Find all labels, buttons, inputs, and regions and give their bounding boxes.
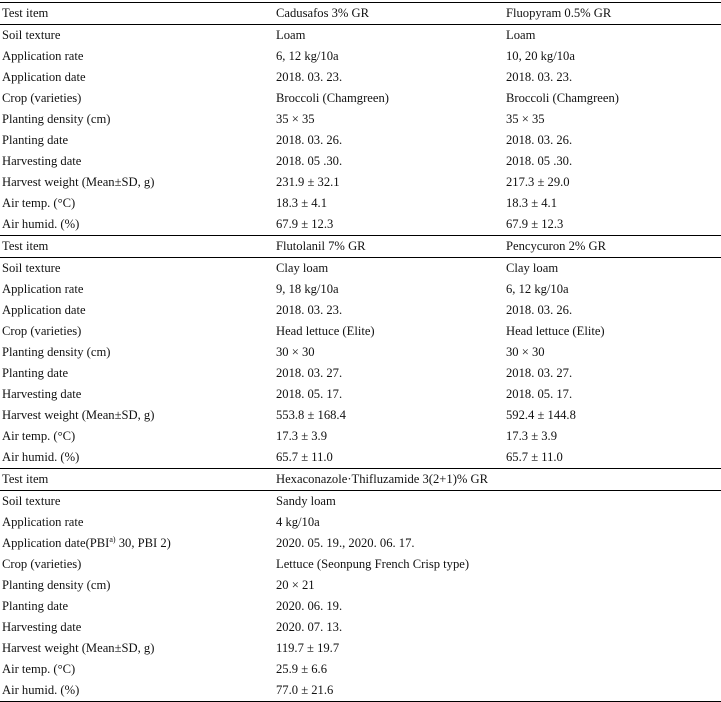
table-cell: 592.4 ± 144.8 xyxy=(506,408,576,423)
table-row xyxy=(0,512,721,533)
table-cell: 2018. 03. 23. xyxy=(276,70,343,85)
table-cell: Clay loam xyxy=(276,261,329,276)
header-cell: Pencycuron 2% GR xyxy=(506,239,607,254)
table-row xyxy=(0,405,721,426)
table-row xyxy=(0,130,721,151)
row-label: Planting density (cm) xyxy=(2,345,111,360)
table-row xyxy=(0,193,721,214)
table-cell: Lettuce (Seonpung French Crisp type) xyxy=(276,557,470,572)
table-row xyxy=(0,384,721,405)
table-cell: Sandy loam xyxy=(276,494,336,509)
table-cell: 17.3 ± 3.9 xyxy=(506,429,557,444)
table-header-row xyxy=(0,469,721,491)
table-cell: 2020. 06. 19. xyxy=(276,599,343,614)
table-row xyxy=(0,258,721,279)
row-label-part: Application date(PBI xyxy=(2,536,110,551)
row-label: Soil texture xyxy=(2,494,61,509)
table-row xyxy=(0,342,721,363)
table-cell: 231.9 ± 32.1 xyxy=(276,175,340,190)
table-cell: 67.9 ± 12.3 xyxy=(276,217,334,232)
row-label: Harvesting date xyxy=(2,154,82,169)
table-cell: 67.9 ± 12.3 xyxy=(506,217,564,232)
row-label: Planting density (cm) xyxy=(2,112,111,127)
row-label: Air humid. (%) xyxy=(2,683,80,698)
row-label: Planting date xyxy=(2,133,69,148)
row-label: Planting date xyxy=(2,366,69,381)
table-cell: 9, 18 kg/10a xyxy=(276,282,339,297)
table-cell: 17.3 ± 3.9 xyxy=(276,429,327,444)
table-cell: 35 × 35 xyxy=(276,112,315,127)
table-row xyxy=(0,533,721,554)
header-cell: Cadusafos 3% GR xyxy=(276,6,370,21)
table-row xyxy=(0,554,721,575)
row-label-part: 30, PBI 2) xyxy=(115,536,171,551)
table-row xyxy=(0,659,721,680)
table-cell: 2018. 05 .30. xyxy=(276,154,343,169)
table-cell: 35 × 35 xyxy=(506,112,545,127)
footnote-marker: a) xyxy=(109,535,116,545)
table-row xyxy=(0,151,721,172)
table-cell: 2018. 03. 27. xyxy=(506,366,573,381)
table-section xyxy=(0,468,721,702)
table-row xyxy=(0,363,721,384)
table-cell: 2018. 05. 17. xyxy=(276,387,343,402)
table-section xyxy=(0,2,721,235)
table-cell: 18.3 ± 4.1 xyxy=(506,196,557,211)
header-cell: Hexaconazole·Thifluzamide 3(2+1)% GR xyxy=(276,472,489,487)
table-row xyxy=(0,575,721,596)
row-label: Application rate xyxy=(2,515,84,530)
row-label: Harvest weight (Mean±SD, g) xyxy=(2,408,155,423)
row-label: Planting density (cm) xyxy=(2,578,111,593)
row-label: Air humid. (%) xyxy=(2,217,80,232)
table-cell: Head lettuce (Elite) xyxy=(276,324,375,339)
table-row xyxy=(0,638,721,659)
row-label: Crop (varieties) xyxy=(2,91,82,106)
table-cell: 2018. 03. 23. xyxy=(276,303,343,318)
table-cell: 65.7 ± 11.0 xyxy=(276,450,333,465)
table-cell: 10, 20 kg/10a xyxy=(506,49,575,64)
table-row xyxy=(0,172,721,193)
table-cell: 217.3 ± 29.0 xyxy=(506,175,570,190)
table-row xyxy=(0,596,721,617)
table-row xyxy=(0,25,721,46)
table-row xyxy=(0,447,721,468)
table-cell: 2018. 03. 26. xyxy=(276,133,343,148)
row-label: Application date xyxy=(2,303,86,318)
header-cell: Flutolanil 7% GR xyxy=(276,239,366,254)
row-label: Harvesting date xyxy=(2,387,82,402)
table-cell: 553.8 ± 168.4 xyxy=(276,408,346,423)
row-label: Application rate xyxy=(2,282,84,297)
table-cell: 2018. 03. 27. xyxy=(276,366,343,381)
row-label: Air temp. (°C) xyxy=(2,196,76,211)
row-label: Air humid. (%) xyxy=(2,450,80,465)
table-header-row xyxy=(0,3,721,25)
table-cell: 2020. 05. 19., 2020. 06. 17. xyxy=(276,536,415,551)
table-row xyxy=(0,88,721,109)
table-row xyxy=(0,300,721,321)
row-label: Soil texture xyxy=(2,28,61,43)
row-label: Soil texture xyxy=(2,261,61,276)
table-row xyxy=(0,214,721,235)
header-cell: Fluopyram 0.5% GR xyxy=(506,6,612,21)
header-cell: Test item xyxy=(2,6,49,21)
table-row xyxy=(0,109,721,130)
table-cell: 2018. 05 .30. xyxy=(506,154,573,169)
table-cell: Head lettuce (Elite) xyxy=(506,324,605,339)
header-cell: Test item xyxy=(2,472,49,487)
table-cell: 2020. 07. 13. xyxy=(276,620,343,635)
row-label: Harvesting date xyxy=(2,620,82,635)
table-cell: 30 × 30 xyxy=(276,345,315,360)
row-label: Application rate xyxy=(2,49,84,64)
table-row xyxy=(0,491,721,512)
table-cell: 2018. 05. 17. xyxy=(506,387,573,402)
row-label: Harvest weight (Mean±SD, g) xyxy=(2,175,155,190)
table-cell: 65.7 ± 11.0 xyxy=(506,450,563,465)
table-row xyxy=(0,279,721,300)
table-section xyxy=(0,235,721,468)
row-label: Air temp. (°C) xyxy=(2,429,76,444)
table-row xyxy=(0,46,721,67)
table-cell: 77.0 ± 21.6 xyxy=(276,683,334,698)
table-cell: 20 × 21 xyxy=(276,578,315,593)
table-cell: Broccoli (Chamgreen) xyxy=(506,91,619,106)
table-cell: Loam xyxy=(276,28,306,43)
table-row xyxy=(0,426,721,447)
header-cell: Test item xyxy=(2,239,49,254)
table-cell: Broccoli (Chamgreen) xyxy=(276,91,389,106)
table-cell: 2018. 03. 23. xyxy=(506,70,573,85)
row-label: Crop (varieties) xyxy=(2,324,82,339)
table-cell: 4 kg/10a xyxy=(276,515,320,530)
table-cell: 119.7 ± 19.7 xyxy=(276,641,340,656)
table-cell: Clay loam xyxy=(506,261,559,276)
row-label xyxy=(0,537,276,550)
row-label: Application date xyxy=(2,70,86,85)
row-label: Crop (varieties) xyxy=(2,557,82,572)
row-label: Air temp. (°C) xyxy=(2,662,76,677)
table-header-row xyxy=(0,236,721,258)
row-label: Harvest weight (Mean±SD, g) xyxy=(2,641,155,656)
table-row xyxy=(0,617,721,638)
table-cell: 6, 12 kg/10a xyxy=(276,49,339,64)
table-cell: 2018. 03. 26. xyxy=(506,133,573,148)
table-cell: Loam xyxy=(506,28,536,43)
table-cell: 2018. 03. 26. xyxy=(506,303,573,318)
table-row xyxy=(0,321,721,342)
table-cell: 18.3 ± 4.1 xyxy=(276,196,327,211)
row-label: Planting date xyxy=(2,599,69,614)
table-cell: 25.9 ± 6.6 xyxy=(276,662,327,677)
table-cell: 6, 12 kg/10a xyxy=(506,282,569,297)
table-cell: 30 × 30 xyxy=(506,345,545,360)
table-row xyxy=(0,67,721,88)
